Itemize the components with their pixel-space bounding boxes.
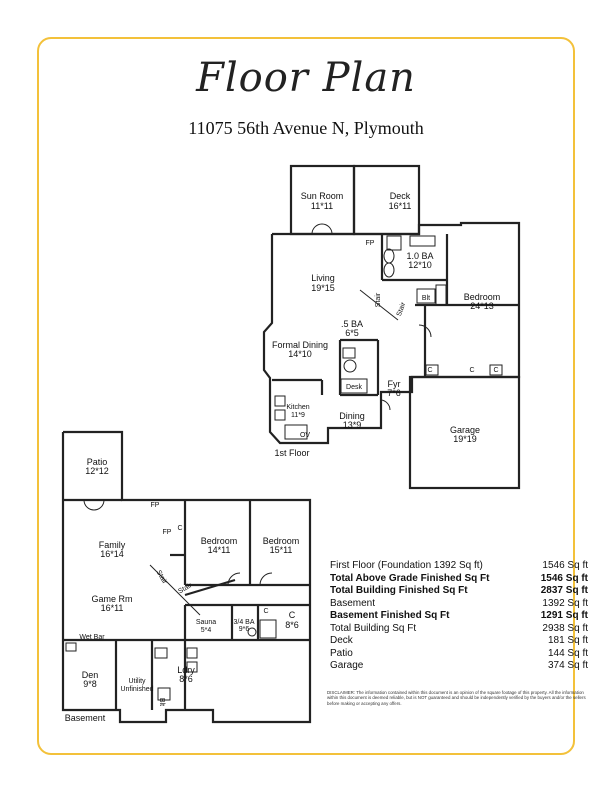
closet-mark-b2: C: [263, 608, 269, 615]
first-floor-label: 1st Floor: [274, 448, 310, 458]
area-summary-table: [330, 560, 588, 673]
room-kitchen-size: 11*9: [291, 412, 305, 419]
room-bedroom-main: Bedroom: [463, 292, 501, 302]
basement-label: Basement: [64, 713, 106, 723]
room-kitchen: Kitchen: [286, 404, 310, 411]
closet-mark-b: C: [177, 525, 183, 532]
area-row: Garage 374 Sq ft: [330, 660, 588, 671]
room-garage: Garage: [449, 425, 481, 435]
first-floor-walls: [264, 166, 519, 488]
room-patio: Patio: [86, 457, 108, 467]
built-in-mark: Blt: [421, 295, 431, 302]
wet-bar-mark: Wet Bar: [79, 634, 105, 641]
closet-mark: C: [427, 367, 433, 374]
stair-mark-b: Stair: [154, 569, 168, 586]
room-sauna: Sauna: [195, 619, 217, 626]
first-floor-labels: [272, 191, 500, 458]
room-bedroom-b2: Bedroom: [262, 536, 300, 546]
room-bath-1: 1.0 BA: [406, 251, 434, 261]
built-in-mark-b: Blt: [158, 697, 165, 707]
room-laundry: Ldry: [177, 665, 195, 675]
room-game: Game Rm: [91, 594, 133, 604]
room-bedroom-b1-size: 14*11: [207, 545, 231, 555]
room-foyer: Fyr: [387, 379, 401, 389]
oven-mark: OV: [299, 432, 311, 439]
page-title: Floor Plan: [196, 55, 416, 101]
room-den-size: 9*8: [83, 679, 97, 689]
room-sauna-size: 5*4: [200, 627, 212, 634]
room-bath-b: 3/4 BA: [233, 619, 255, 626]
area-row: Basement Finished Sq Ft 1291 Sq ft: [330, 610, 588, 621]
room-foyer-size: 7*6: [387, 388, 401, 398]
unfinished-mark: Unfinished: [120, 686, 154, 693]
fireplace-mark-b2: FP: [162, 529, 172, 536]
room-deck-size: 16*11: [388, 201, 412, 211]
room-living: Living: [311, 273, 335, 283]
room-sun-room-size: 11*11: [310, 201, 334, 211]
disclaimer-text: DISCLAIMER: The information contained within this document is an opinion of the square footage of this property. All the information within this document is deemed reliable, but is NOT guaranteed and should be independently verified by the buyers and/or the sellers before making or accepting any offers.: [327, 690, 586, 706]
fireplace-mark: FP: [365, 240, 375, 247]
area-row: First Floor (Foundation 1392 Sq ft) 1546 Sq ft: [330, 560, 588, 571]
closet-mark-3: C: [493, 367, 499, 374]
room-family-size: 16*14: [100, 549, 124, 559]
stair-mark: Stair: [375, 292, 382, 308]
area-row: Deck 181 Sq ft: [330, 635, 588, 646]
room-laundry-size: 8*6: [179, 674, 193, 684]
property-address: 11075 56th Avenue N, Plymouth: [188, 118, 424, 138]
area-row: Basement 1392 Sq ft: [330, 597, 588, 609]
room-closet-b: C: [288, 610, 296, 620]
room-garage-size: 19*19: [453, 434, 477, 444]
room-bath-1-size: 12*10: [408, 260, 432, 270]
room-half-bath-size: 6*5: [345, 328, 359, 338]
stair-mark-b2: Stair: [177, 582, 194, 596]
utility-mark: Utility: [128, 678, 146, 685]
room-living-size: 19*15: [311, 283, 335, 293]
room-bedroom-b1: Bedroom: [200, 536, 238, 546]
area-row: Total Building Finished Sq Ft 2837 Sq ft: [330, 585, 588, 596]
room-bedroom-b2-size: 15*11: [269, 545, 293, 555]
room-closet-b-size: 8*6: [285, 620, 299, 630]
room-patio-size: 12*12: [85, 466, 109, 476]
room-half-bath: .5 BA: [340, 319, 364, 329]
basement-labels: [65, 457, 300, 723]
room-formal-dining: Formal Dining: [271, 340, 329, 350]
room-den: Den: [81, 670, 99, 680]
stair-mark-2: Stair: [395, 301, 408, 318]
closet-mark-2: C: [469, 367, 475, 374]
desk-mark: Desk: [346, 384, 362, 391]
room-bedroom-main-size: 24*13: [470, 301, 494, 311]
room-sun-room: Sun Room: [300, 191, 344, 201]
area-row: Total Above Grade Finished Sq Ft 1546 Sq ft: [330, 572, 588, 584]
room-game-size: 16*11: [100, 603, 124, 613]
area-row: Patio 144 Sq ft: [330, 647, 588, 659]
room-dining: Dining: [339, 411, 365, 421]
room-deck: Deck: [389, 191, 411, 201]
room-dining-size: 13*9: [342, 420, 362, 430]
area-row: Total Building Sq Ft 2938 Sq ft: [330, 622, 588, 634]
fireplace-mark-b: FP: [150, 502, 160, 509]
room-bath-b-size: 9*6: [238, 626, 250, 633]
room-family: Family: [98, 540, 126, 550]
room-formal-dining-size: 14*10: [288, 349, 312, 359]
